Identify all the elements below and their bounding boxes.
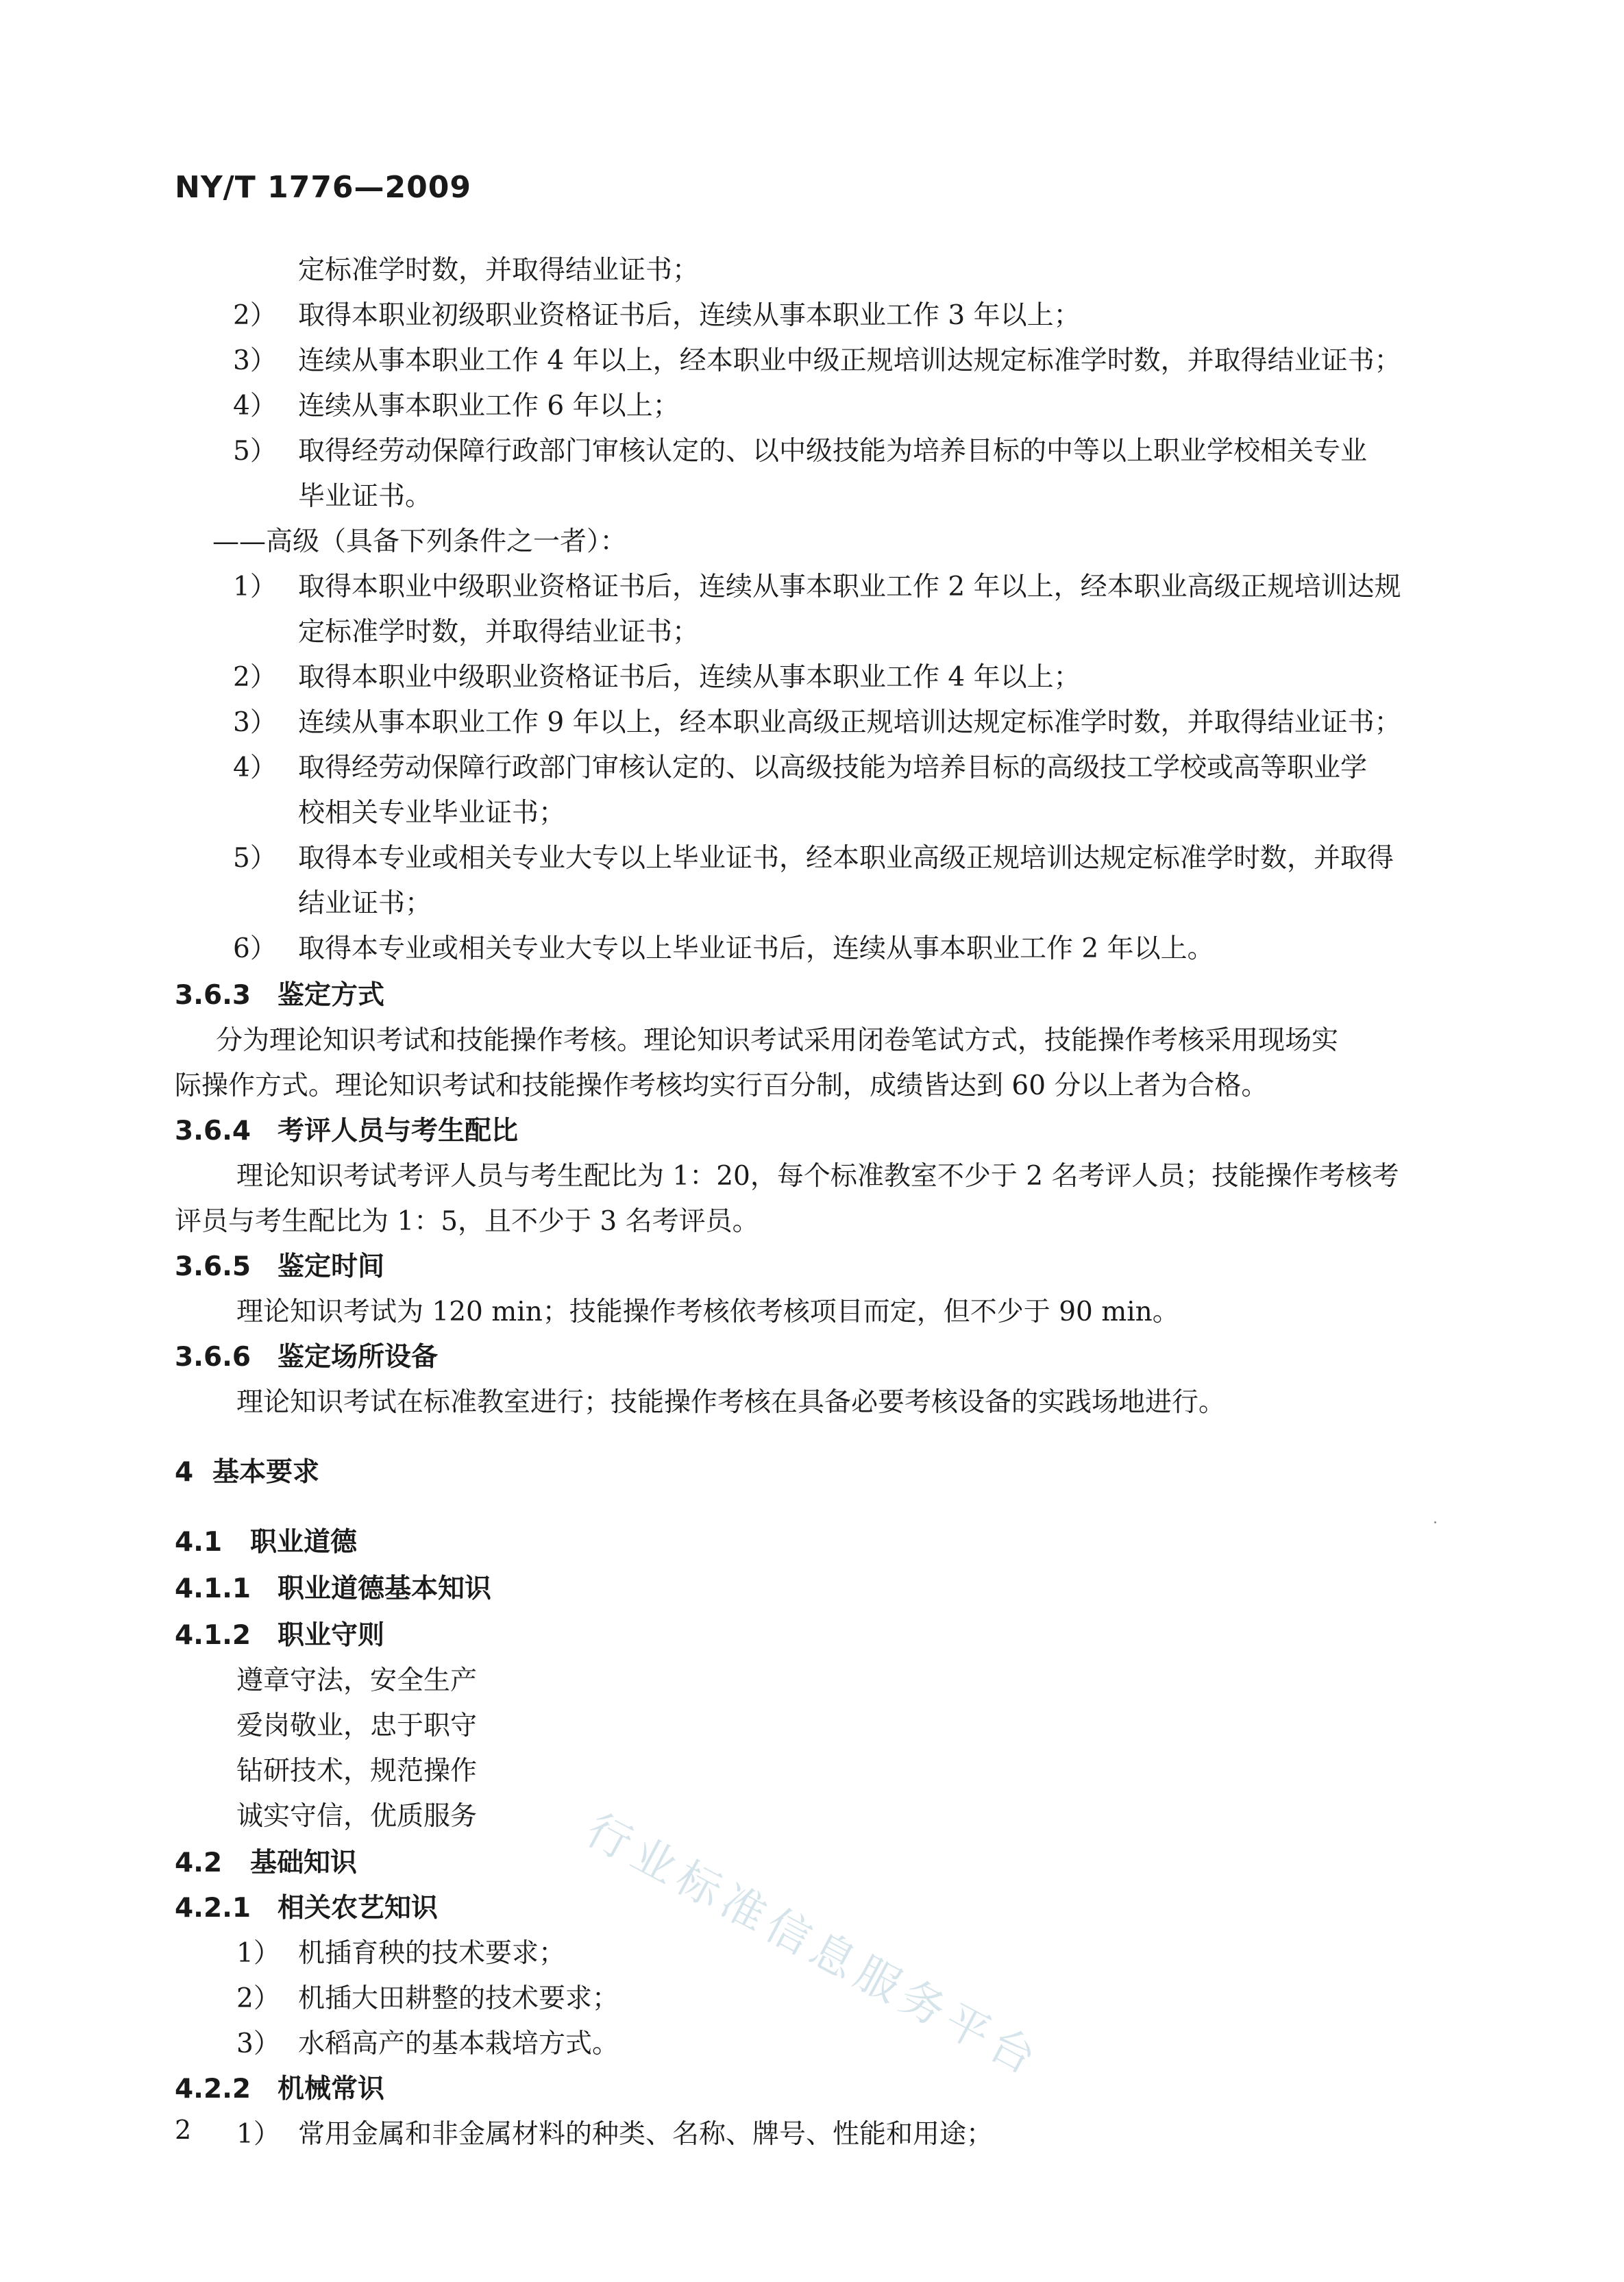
standard-code: NY/T 1776—2009 [175,170,472,205]
section-title: 考评人员与考生配比 [278,1116,519,1146]
code-of-conduct-item: 爱岗敬业，忠于职守 [236,1710,478,1741]
list-item: 取得本专业或相关专业大专以上毕业证书后，连续从事本职业工作 2 年以上。 [298,933,1214,964]
watermark: 行业标准信息服务平台 [578,1804,1050,2087]
list-item-number: 1） [236,1938,280,1969]
list-item: 连续从事本职业工作 4 年以上，经本职业中级正规培训达规定标准学时数，并取得结业证书； [298,345,1401,376]
section-heading-3-6-6 [175,1340,438,1375]
paragraph: 分为理论知识考试和技能操作考核。理论知识考试采用闭卷笔试方式，技能操作考核采用现场实 [216,1025,1339,1056]
paragraph: 理论知识考试考评人员与考生配比为 1：20，每个标准教室不少于 2 名考评人员；技能操作考核考 [236,1161,1399,1192]
level-heading: ——高级（具备下列条件之一者）： [212,526,627,557]
section-number: 4.2.1 [175,1893,251,1924]
list-item-number: 2） [233,662,277,693]
list-item-number: 2） [236,1983,280,2014]
list-item: 取得本职业中级职业资格证书后，连续从事本职业工作 2 年以上，经本职业高级正规培训达规 [298,572,1401,602]
list-item-continuation: 结业证书； [298,888,432,919]
section-title: 基础知识 [250,1848,358,1878]
list-item-number: 3） [236,2028,280,2059]
section-heading-4-1-1 [175,1572,491,1606]
section-number: 3.6.3 [175,980,251,1011]
section-title: 鉴定场所设备 [278,1342,439,1373]
list-item-number: 6） [233,933,277,964]
list-item-continuation: 定标准学时数，并取得结业证书； [298,255,700,286]
paragraph: 评员与考生配比为 1：5，且不少于 3 名考评员。 [175,1206,759,1237]
code-of-conduct-item: 诚实守信，优质服务 [236,1801,478,1832]
list-item-number: 4） [233,752,277,783]
section-number: 3.6.6 [175,1342,251,1373]
section-number: 4.2.2 [175,2074,251,2105]
section-heading-4-2-1 [175,1891,438,1926]
section-title: 机械常识 [278,2074,385,2105]
list-item-number: 3） [233,345,277,376]
section-number: 4.2 [175,1848,223,1878]
section-number: 4.1.1 [175,1573,251,1604]
section-number: 4.1 [175,1527,223,1558]
section-heading-3-6-4 [175,1114,518,1149]
section-number: 4 [175,1457,194,1488]
section-title: 职业道德 [250,1527,358,1558]
list-item-number: 1） [236,2119,280,2150]
list-item: 连续从事本职业工作 9 年以上，经本职业高级正规培训达规定标准学时数，并取得结业证书； [298,707,1401,738]
list-item-number: 5） [233,843,277,874]
list-item-continuation: 校相关专业毕业证书； [298,798,566,829]
paragraph: 际操作方式。理论知识考试和技能操作考核均实行百分制，成绩皆达到 60 分以上者为合格。 [175,1070,1268,1101]
list-item: 取得经劳动保障行政部门审核认定的、以中级技能为培养目标的中等以上职业学校相关专业 [298,436,1368,467]
section-heading-4-2 [175,1846,357,1880]
section-title: 鉴定方式 [278,980,385,1011]
section-title: 职业道德基本知识 [278,1573,492,1604]
list-item-number: 2） [233,300,277,331]
section-title: 职业守则 [278,1620,385,1651]
section-heading-4-1-2 [175,1619,384,1653]
paragraph: 理论知识考试在标准教室进行；技能操作考核在具备必要考核设备的实践场地进行。 [236,1387,1226,1418]
list-item: 水稻高产的基本栽培方式。 [298,2028,619,2059]
section-number: 4.1.2 [175,1620,251,1651]
list-item: 取得本专业或相关专业大专以上毕业证书，经本职业高级正规培训达规定标准学时数，并取得 [298,843,1394,874]
section-heading-4 [175,1456,319,1490]
list-item-continuation: 定标准学时数，并取得结业证书； [298,617,700,648]
list-item: 取得本职业初级职业资格证书后，连续从事本职业工作 3 年以上； [298,300,1081,331]
list-item: 常用金属和非金属材料的种类、名称、牌号、性能和用途； [298,2119,994,2150]
section-title: 相关农艺知识 [278,1893,439,1924]
list-item-number: 3） [233,707,277,738]
list-item: 连续从事本职业工作 6 年以上； [298,391,680,421]
section-heading-3-6-5 [175,1250,384,1284]
list-item: 机插大田耕整的技术要求； [298,1983,619,2014]
paragraph: 理论知识考试为 120 min；技能操作考核依考核项目而定，但不少于 90 min。 [236,1297,1179,1327]
section-heading-4-2-2 [175,2072,384,2107]
section-heading-4-1 [175,1525,357,1560]
list-item: 机插育秧的技术要求； [298,1938,566,1969]
section-number: 3.6.4 [175,1116,251,1146]
list-item-number: 4） [233,391,277,421]
list-item-number: 5） [233,436,277,467]
list-item: 取得经劳动保障行政部门审核认定的、以高级技能为培养目标的高级技工学校或高等职业学 [298,752,1368,783]
page-number: 2 [175,2115,192,2145]
section-number: 3.6.5 [175,1251,251,1282]
scan-speck [1434,1521,1436,1523]
code-of-conduct-item: 钻研技术，规范操作 [236,1756,478,1787]
section-title: 基本要求 [212,1457,320,1488]
section-heading-3-6-3 [175,979,384,1013]
list-item: 取得本职业中级职业资格证书后，连续从事本职业工作 4 年以上； [298,662,1081,693]
code-of-conduct-item: 遵章守法，安全生产 [236,1665,478,1696]
section-title: 鉴定时间 [278,1251,385,1282]
list-item-number: 1） [233,572,277,602]
list-item-continuation: 毕业证书。 [298,481,432,512]
